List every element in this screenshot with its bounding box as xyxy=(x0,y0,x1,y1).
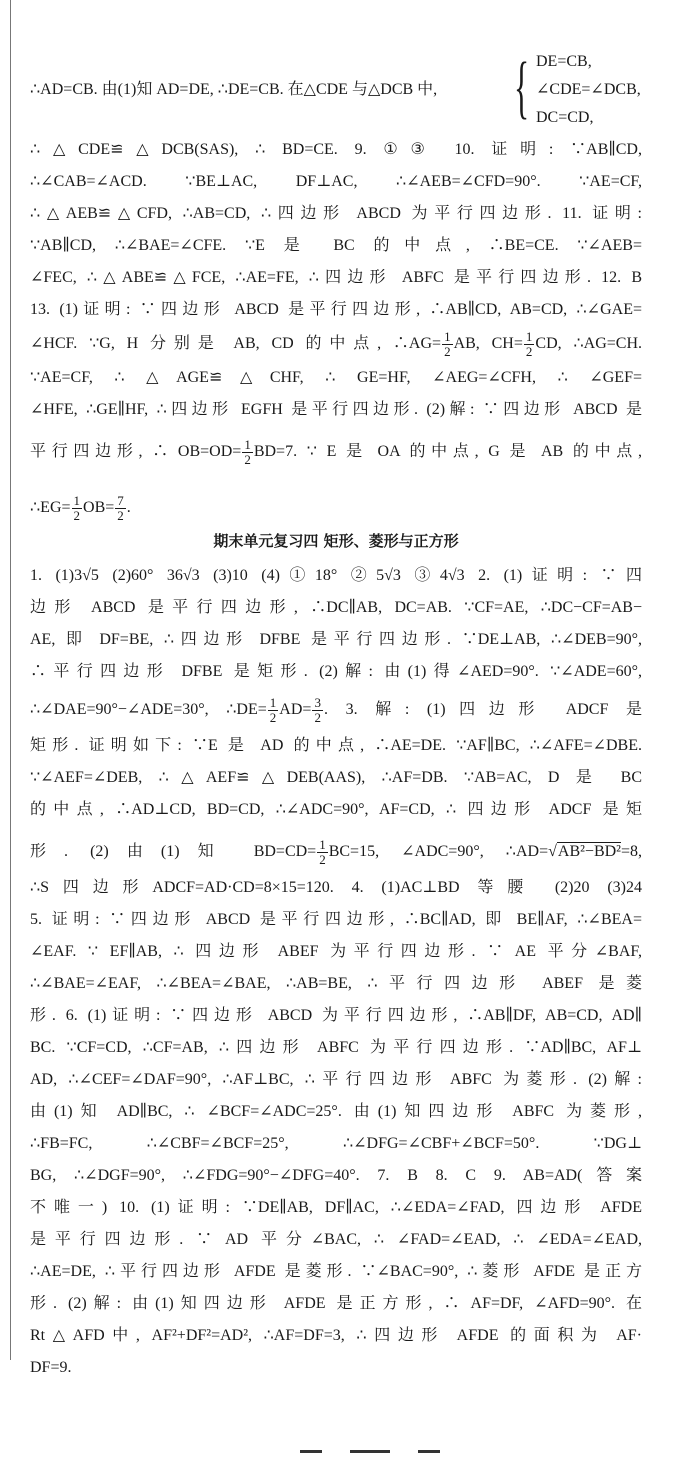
text-line-m16: AD, ∴∠CEF=∠DAF=90°, ∴AF⊥BC, ∴平行四边形 ABFC 为菱形. (2)解: xyxy=(30,1071,642,1088)
text-line-m21: 是平行四边形. ∵ AD 平分∠BAC, ∴ ∠FAD=∠EAD, ∴ ∠EDA=∠EAD, xyxy=(30,1231,642,1248)
brace-row-3: DC=CD, xyxy=(536,109,594,126)
text-line-m8: 的中点, ∴AD⊥CD, BD=CD, ∴∠ADC=90°, AF=CD, ∴ 四边形 ADCF 是矩 xyxy=(30,801,642,818)
sqrt-radicand: AB²−BD² xyxy=(557,843,621,861)
text-line-m7: ∵∠AEF=∠DEB, ∴△AEF≌△DEB(AAS), ∴AF=DB. ∵AB=AC, D 是 BC xyxy=(30,769,642,786)
brace-row-1: DE=CB, xyxy=(536,53,592,70)
text-line-m5 xyxy=(30,696,642,725)
footer-dash xyxy=(300,1450,322,1453)
footer-dash xyxy=(418,1450,440,1453)
text-line-m11: 5. 证明: ∵四边形 ABCD 是平行四边形, ∴BC∥AD, 即 BE∥AF, ∴∠BEA= xyxy=(30,911,642,928)
text-line-m24: Rt△AFD中, AF²+DF²=AD², ∴AF=DF=3, ∴四边形 AFDE 的面积为 AF· xyxy=(30,1327,642,1344)
text-line-11 xyxy=(30,438,642,467)
text-line-m1: 1. (1)3√5 (2)60° 36√3 (3)10 (4)①18° ②5√3 ③4√3 2. (1)证明: ∵四 xyxy=(30,567,642,584)
text-line-m25: DF=9. xyxy=(30,1359,72,1376)
text-line-m13: ∴∠BAE=∠EAF, ∴∠BEA=∠BAE, ∴AB=BE, ∴平行四边形 ABEF 是菱 xyxy=(30,975,642,992)
fraction-half: $\frac{1}{2}$ xyxy=(269,695,277,725)
line11-part-a: 平行四边形, ∴ OB=OD= xyxy=(30,443,242,461)
m5-part-c: . 3. 解: (1)四边形 ADCF 是 xyxy=(323,701,642,719)
sqrt-sign: √ xyxy=(548,843,557,861)
text-line-7: 13. (1)证明: ∵四边形 ABCD 是平行四边形, ∴AB∥CD, AB=CD, ∴∠GAE= xyxy=(30,301,642,318)
text-line-m3: AE, 即 DF=BE, ∴四边形 DFBE 是平行四边形. ∵DE⊥AB, ∴∠DEB=90°, xyxy=(30,631,642,648)
text-line-3: ∴∠CAB=∠ACD. ∵BE⊥AC, DF⊥AC, ∴∠AEB=∠CFD=90°. ∵AE=CF, xyxy=(30,173,642,190)
text-line-m22: ∴AE=DE, ∴平行四边形 AFDE 是菱形. ∵∠BAC=90°, ∴菱形 AFDE 是正方 xyxy=(30,1263,642,1280)
fraction-half: $\frac{1}{2}$ xyxy=(244,437,251,467)
line12-part-b: OB= xyxy=(83,499,115,517)
text-line-12 xyxy=(30,494,642,523)
fraction-half: $\frac{1}{2}$ xyxy=(319,837,326,867)
m5-part-a: ∴∠DAE=90°−∠ADE=30°, ∴DE= xyxy=(30,701,267,719)
line12-part-c: . xyxy=(126,499,131,517)
text-line-m19: BG, ∴∠DGF=90°, ∴∠FDG=90°−∠DFG=40°. 7. B 8. C 9. AB=AD(答案 xyxy=(30,1167,642,1184)
text-line-6: ∠FEC, ∴△ABE≌△FCE, ∴AE=FE, ∴四边形 ABFC 是平行四边形. 12. B xyxy=(30,269,642,286)
fraction-half: $\frac{1}{2}$ xyxy=(444,329,451,359)
m5-part-b: AD= xyxy=(279,701,312,719)
text-line-8 xyxy=(30,330,642,359)
text-line-m4: ∴平行四边形 DFBE 是矩形. (2)解: 由(1)得∠AED=90°. ∵∠ADE=60°, xyxy=(30,663,642,680)
text-line-9: ∵AE=CF, ∴ △AGE≌△CHF, ∴ GE=HF, ∠AEG=∠CFH, ∴ ∠GEF= xyxy=(30,369,642,386)
fraction-three-half: $\frac{3}{2}$ xyxy=(314,695,321,725)
text-line-m15: BC. ∵CF=CD, ∴CF=AB, ∴四边形 ABFC 为平行四边形. ∵AD∥BC, AF⊥ xyxy=(30,1039,642,1056)
fraction-half: $\frac{1}{2}$ xyxy=(73,493,81,523)
line11-part-b: BD=7. ∵ E 是 OA 的中点, G 是 AB 的中点, xyxy=(253,443,642,461)
text-line-m23: 形. (2)解: 由(1)知四边形 AFDE 是正方形, ∴ AF=DF, ∠AFD=90°. 在 xyxy=(30,1295,642,1312)
left-brace-glyph: { xyxy=(514,49,530,126)
fraction-half: $\frac{1}{2}$ xyxy=(525,329,533,359)
margin-rule xyxy=(10,0,11,1360)
page-footer-mark xyxy=(300,1450,460,1454)
text-line-m6: 矩形. 证明如下: ∵E 是 AD 的中点, ∴AE=DE. ∵AF∥BC, ∴∠AFE=∠DBE. xyxy=(30,737,642,754)
text-line-1: ∴AD=CB. 由(1)知 AD=DE, ∴DE=CB. 在△CDE 与△DCB 中, xyxy=(30,81,438,98)
section-title: 期末单元复习四 矩形、菱形与正方形 xyxy=(213,532,459,550)
fraction-seven-half: $\frac{7}{2}$ xyxy=(117,493,124,523)
line8-part-a: ∠HCF. ∵G, H 分别是 AB, CD 的中点, ∴AG= xyxy=(30,335,442,353)
text-line-m12: ∠EAF. ∵ EF∥AB, ∴ 四边形 ABEF 为平行四边形. ∵ AE 平分∠BAF, xyxy=(30,943,642,960)
text-line-m17: 由(1)知 AD∥BC, ∴ ∠BCF=∠ADC=25°. 由(1)知四边形 ABFC 为菱形, xyxy=(30,1103,642,1120)
brace-row-2: ∠CDE=∠DCB, xyxy=(536,81,641,98)
m9-part-b: BC=15, ∠ADC=90°, ∴AD= xyxy=(328,843,549,861)
text-line-m18: ∴FB=FC, ∴∠CBF=∠BCF=25°, ∴∠DFG=∠CBF+∠BCF=50°. ∵DG⊥ xyxy=(30,1135,642,1152)
m9-part-a: 形. (2)由(1)知 BD=CD= xyxy=(30,843,317,861)
text-line-5: ∵AB∥CD, ∴∠BAE=∠CFE. ∵E 是 BC 的中点, ∴BE=CE. ∵∠AEB= xyxy=(30,237,642,254)
text-line-4: ∴△AEB≌△CFD, ∴AB=CD, ∴四边形 ABCD 为平行四边形. 11. 证明: xyxy=(30,205,642,222)
text-line-m20: 不唯一) 10. (1)证明: ∵DE∥AB, DF∥AC, ∴∠EDA=∠FAD, 四边形 AFDE xyxy=(30,1199,642,1216)
footer-dash xyxy=(350,1450,390,1453)
text-line-m2: 边形 ABCD 是平行四边形, ∴DC∥AB, DC=AB. ∵CF=AE, ∴DC−CF=AB− xyxy=(30,599,642,616)
line8-part-c: CD, ∴AG=CH. xyxy=(535,335,642,353)
text-line-m9 xyxy=(30,838,642,867)
m9-part-d: =8, xyxy=(620,843,642,861)
text-line-m14: 形. 6. (1)证明: ∵四边形 ABCD 为平行四边形, ∴AB∥DF, AB=CD, AD∥ xyxy=(30,1007,642,1024)
text-line-2: ∴△CDE≌△DCB(SAS), ∴ BD=CE. 9. ①③ 10. 证明: ∵AB∥CD, xyxy=(30,141,642,158)
line12-part-a: ∴EG= xyxy=(30,499,71,517)
text-line-10: ∠HFE, ∴GE∥HF, ∴四边形 EGFH 是平行四边形. (2)解: ∵四边形 ABCD 是 xyxy=(30,401,642,418)
line8-part-b: AB, CH= xyxy=(453,335,523,353)
text-line-m10: ∴S四边形ADCF=AD·CD=8×15=120. 4. (1)AC⊥BD 等腰 (2)20 (3)24 xyxy=(30,879,642,896)
